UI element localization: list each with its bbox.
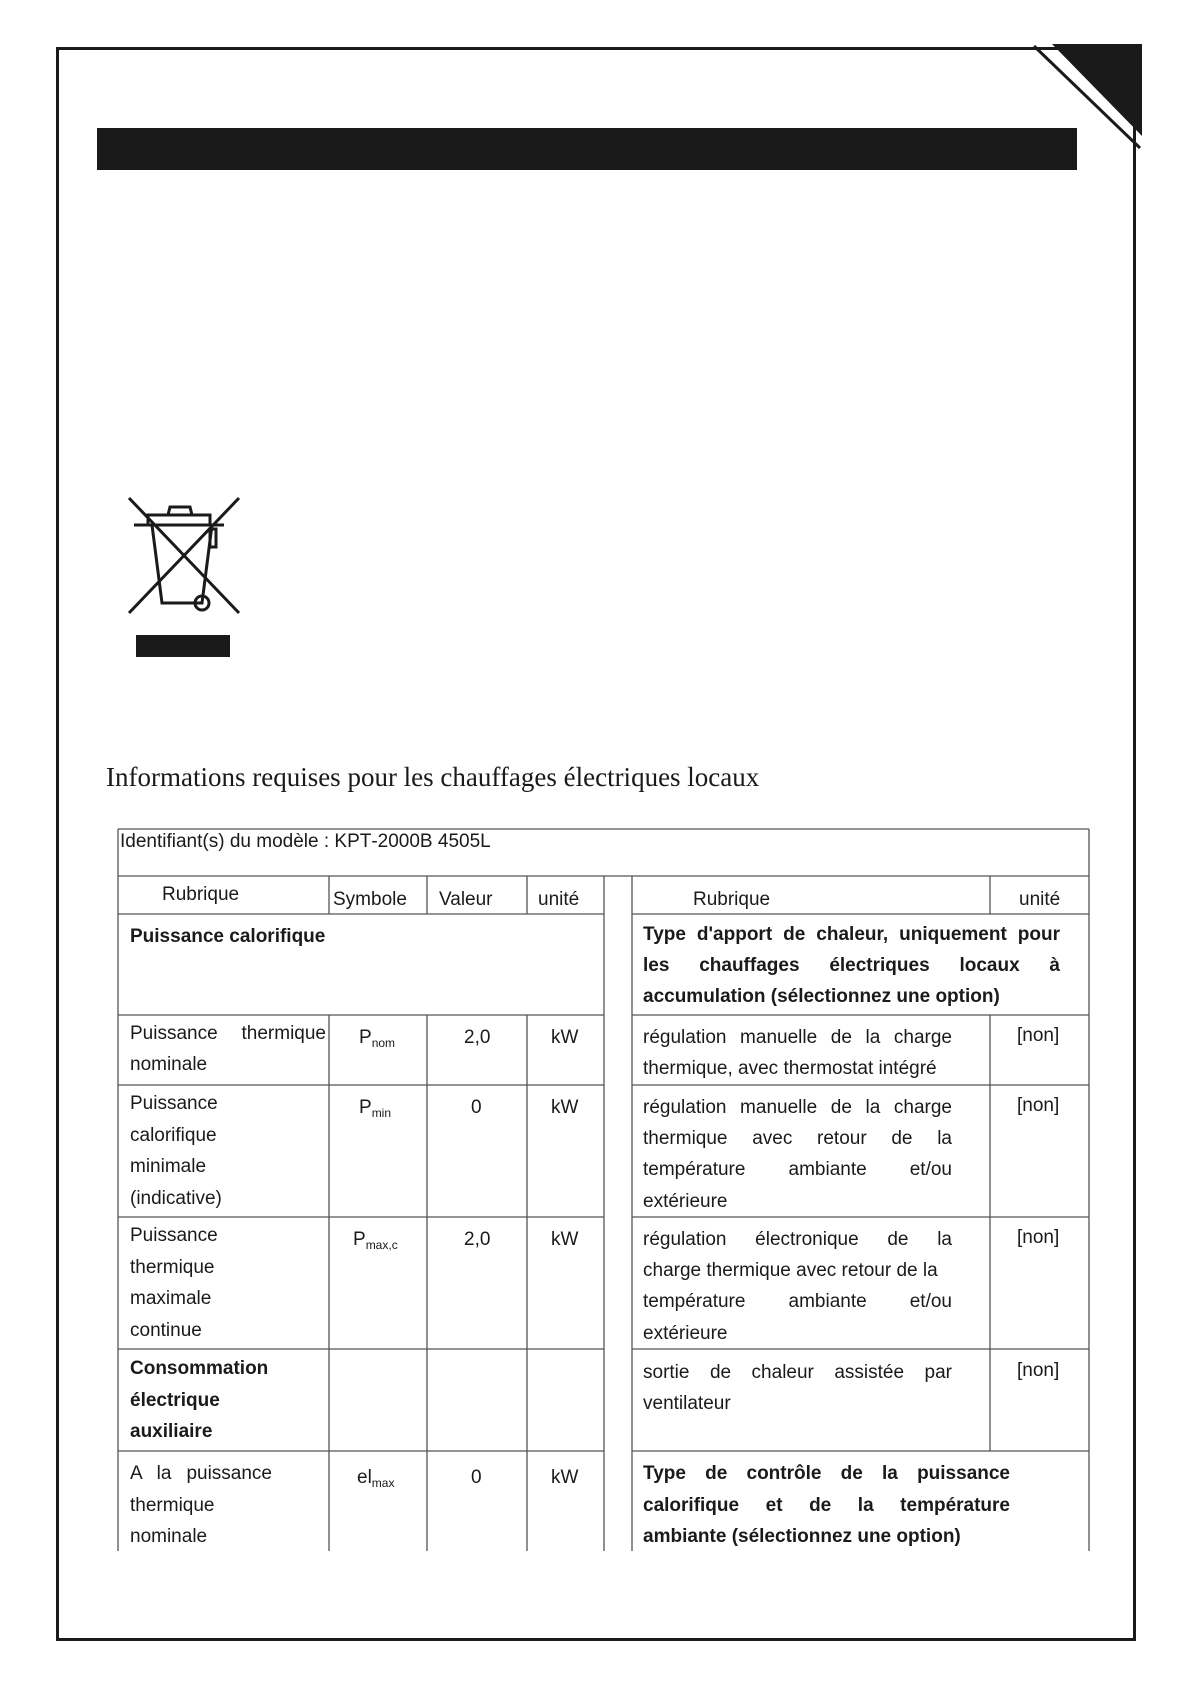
row-label-line: minimale bbox=[130, 1156, 207, 1177]
aux-heading-line: Consommation bbox=[130, 1358, 269, 1379]
value-elmax: 0 bbox=[471, 1467, 482, 1488]
row-label-line: continue bbox=[130, 1320, 202, 1341]
aux-heading-line: auxiliaire bbox=[130, 1421, 213, 1442]
option-text-line: thermique, avec thermostat intégré bbox=[643, 1058, 937, 1079]
symbol-pnom: $P_{nom}$ bbox=[359, 1027, 396, 1050]
row-label-line: Puissance thermique bbox=[130, 1023, 326, 1044]
value-pmin: 0 bbox=[471, 1097, 482, 1118]
header-rubrique-right: Rubrique bbox=[693, 889, 771, 910]
control-heading-line: ambiante (sélectionnez une option) bbox=[643, 1526, 961, 1547]
row-label-line: nominale bbox=[130, 1054, 208, 1075]
control-heading-line: calorifique et de la température bbox=[643, 1495, 1010, 1516]
unit-pmin: kW bbox=[551, 1097, 579, 1118]
option-value: [non] bbox=[1017, 1025, 1060, 1046]
heat-output-heading: Puissance calorifique bbox=[130, 926, 326, 947]
unit-pnom: kW bbox=[551, 1027, 579, 1048]
crossed-out-wheelie-bin-icon bbox=[124, 493, 244, 658]
row-label-line: (indicative) bbox=[130, 1188, 222, 1209]
header-bar bbox=[97, 128, 1077, 170]
option-text-line: extérieure bbox=[643, 1191, 728, 1212]
heat-input-heading-line: Type d'apport de chaleur, uniquement pour bbox=[643, 924, 1060, 945]
row-label-line: A la puissance bbox=[130, 1463, 272, 1484]
aux-heading-line: électrique bbox=[130, 1390, 220, 1411]
unit-elmax: kW bbox=[551, 1467, 579, 1488]
row-label-line: maximale bbox=[130, 1288, 212, 1309]
model-identifier: Identifiant(s) du modèle : KPT‑2000B 4505L bbox=[120, 831, 491, 852]
row-label-line: thermique bbox=[130, 1495, 215, 1516]
header-valeur: Valeur bbox=[439, 889, 493, 910]
option-text-line: régulation électronique de la bbox=[643, 1229, 952, 1250]
symbol-pmaxc: $P_{max,c}$ bbox=[353, 1229, 398, 1252]
value-pnom: 2,0 bbox=[464, 1027, 491, 1048]
header-unite-right: unité bbox=[1019, 889, 1061, 910]
header-rubrique-left: Rubrique bbox=[162, 884, 240, 905]
row-label-line: Puissance bbox=[130, 1093, 218, 1114]
option-text-line: thermique avec retour de la bbox=[643, 1128, 952, 1149]
heat-input-heading-line: les chauffages électriques locaux à bbox=[643, 955, 1060, 976]
header-symbole: Symbole bbox=[333, 889, 407, 910]
row-label-line: nominale bbox=[130, 1526, 208, 1547]
option-text-line: régulation manuelle de la charge bbox=[643, 1097, 952, 1118]
heat-input-heading-line: accumulation (sélectionnez une option) bbox=[643, 986, 1000, 1007]
value-pmaxc: 2,0 bbox=[464, 1229, 491, 1250]
option-value: [non] bbox=[1017, 1227, 1060, 1248]
option-text-line: température ambiante et/ou bbox=[643, 1291, 952, 1312]
section-title: Informations requises pour les chauffages électriques locaux bbox=[106, 762, 760, 792]
row-label-line: calorifique bbox=[130, 1125, 217, 1146]
option-text-line: ventilateur bbox=[643, 1393, 731, 1414]
option-text-line: sortie de chaleur assistée par bbox=[643, 1362, 952, 1383]
symbol-elmax: $el_{max}$ bbox=[357, 1467, 395, 1490]
option-text-line: régulation manuelle de la charge bbox=[643, 1027, 952, 1048]
header-unite-left: unité bbox=[538, 889, 580, 910]
row-label-line: Puissance bbox=[130, 1225, 218, 1246]
option-text-line: charge thermique avec retour de la bbox=[643, 1260, 938, 1281]
row-label-line: thermique bbox=[130, 1257, 215, 1278]
option-value: [non] bbox=[1017, 1095, 1060, 1116]
symbol-pmin: $P_{min}$ bbox=[359, 1097, 392, 1120]
option-text-line: température ambiante et/ou bbox=[643, 1159, 952, 1180]
option-text-line: extérieure bbox=[643, 1323, 728, 1344]
unit-pmaxc: kW bbox=[551, 1229, 579, 1250]
option-value: [non] bbox=[1017, 1360, 1060, 1381]
control-heading-line: Type de contrôle de la puissance bbox=[643, 1463, 1010, 1484]
